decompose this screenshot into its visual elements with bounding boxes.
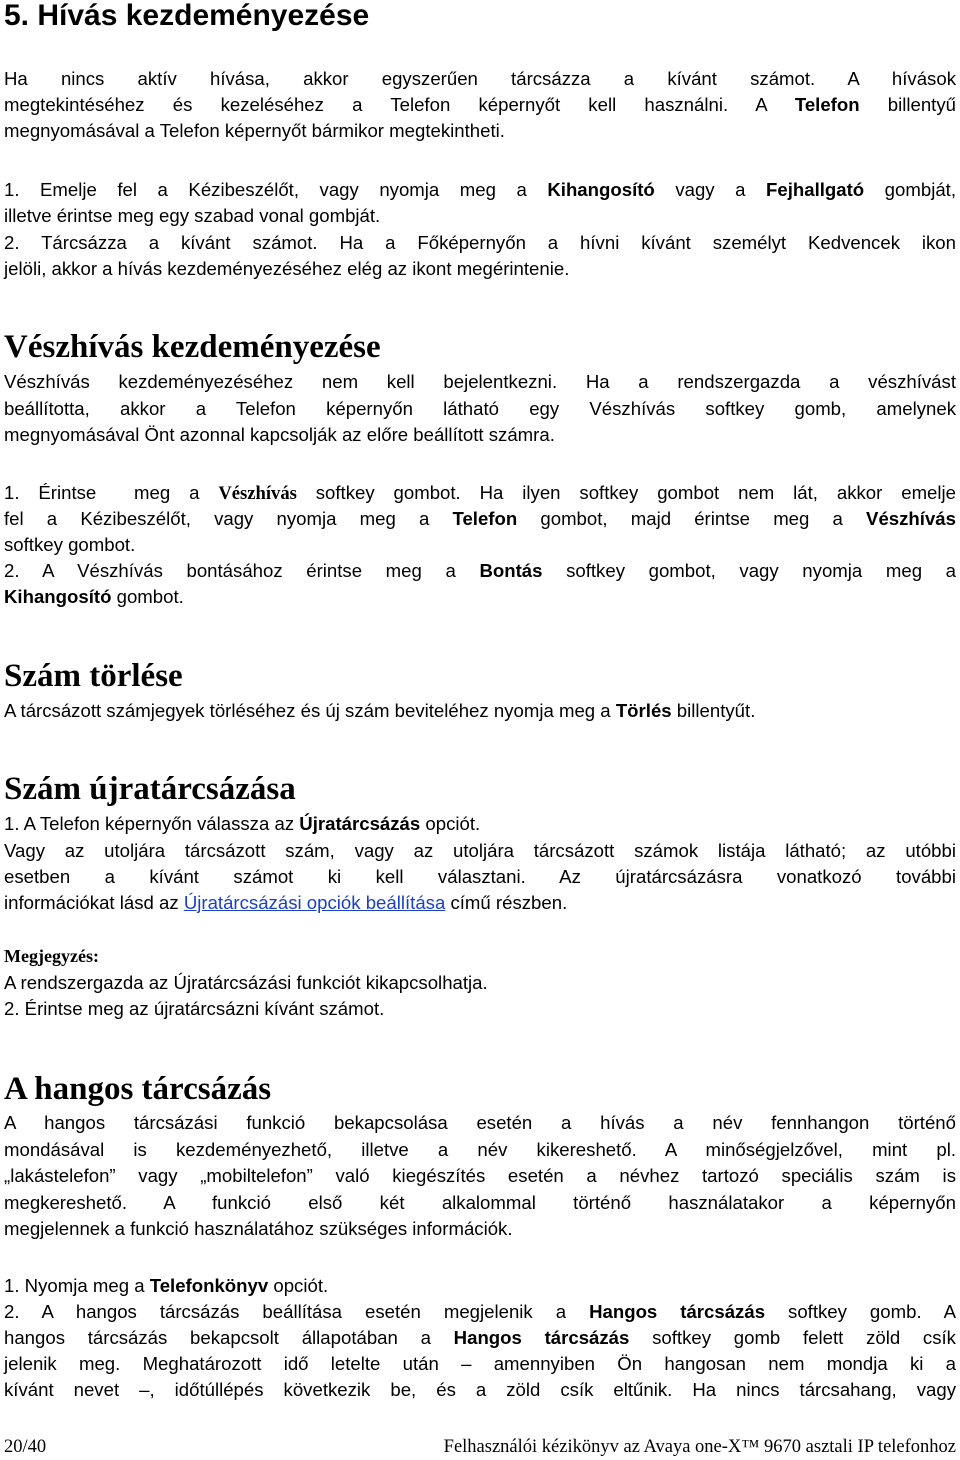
voice-step-1-a: 1. Nyomja meg a	[4, 1275, 150, 1296]
redial-heading: Szám újratárcsázása	[4, 771, 296, 807]
intro-line-2-text: megtekintéséhez és kezeléséhez a Telefon képernyőt kell használni. A	[4, 94, 767, 115]
emergency-para-line-2: beállította, akkor a Telefon képernyőn látható egy Vészhívás softkey gomb, amelynek	[4, 398, 956, 419]
voice-para-line-1: A hangos tárcsázási funkció bekapcsolása esetén a hívás a név fennhangon történő	[4, 1112, 956, 1133]
phonebook-option-label: Telefonkönyv	[149, 1275, 269, 1296]
intro-line-1: Ha nincs aktív hívása, akkor egyszerűen tárcsázza a kívánt számot. A hívások	[4, 68, 956, 89]
delete-para-c: billentyűt.	[671, 700, 756, 721]
intro-line-2-end: billentyű	[859, 94, 956, 115]
voice-step-2-line-1	[4, 1299, 956, 1325]
telefon-key-label: Telefon	[794, 94, 860, 115]
voice-step-2-line-2	[4, 1325, 956, 1351]
emergency-softkey-label-2: Vészhívás	[866, 508, 956, 529]
emergency-step-2-line-1	[4, 558, 956, 584]
voice-step-2-line-4: kívánt nevet –, időtúllépés következik be, és a zöld csík eltűnik. Ha nincs tárcsahang, vagy	[4, 1379, 956, 1400]
voice-para-line-3: „lakástelefon” vagy „mobiltelefon” való kiegészítés esetén a névhez tartozó speciális szám is	[4, 1165, 956, 1186]
emergency-step-1-b: softkey gombot. Ha ilyen softkey gombot nem lát, akkor emelje	[296, 482, 956, 503]
voice-step-2-l2c: softkey gomb felett zöld csík	[629, 1327, 956, 1348]
delete-heading: Szám törlése	[4, 658, 183, 694]
voice-step-2-a: 2. A hangos tárcsázás beállítása esetén megjelenik a	[4, 1301, 590, 1322]
voice-dial-softkey-label-2: Hangos tárcsázás	[453, 1327, 630, 1348]
chapter-heading: 5. Hívás kezdeményezése	[4, 0, 370, 32]
step-1-text-a: 1. Emelje fel a Kézibeszélőt, vagy nyomja meg a	[4, 179, 548, 200]
emergency-step-1-l2c: gombot, majd érintse meg a	[517, 508, 867, 529]
redial-para-l3c: című részben.	[445, 892, 568, 913]
redial-para-line-2: esetben a kívánt számot ki kell választani. Az újratárcsázásra vonatkozó további	[4, 866, 956, 887]
headset-label: Fejhallgató	[766, 179, 865, 200]
note-label: Megjegyzés:	[4, 946, 99, 966]
redial-step-1	[4, 811, 956, 837]
emergency-step-2-a: 2. A Vészhívás bontásához érintse meg a	[4, 560, 480, 581]
redial-step-1-c: opciót.	[420, 813, 481, 834]
telefon-button-label: Telefon	[452, 508, 518, 529]
emergency-step-1-l2a: fel a Kézibeszélőt, vagy nyomja meg a	[4, 508, 453, 529]
redial-settings-link[interactable]: Újratárcsázási opciók beállítása	[183, 892, 446, 913]
delete-para-a: A tárcsázott számjegyek törléséhez és új szám beviteléhez nyomja meg a	[4, 700, 616, 721]
disconnect-softkey-label: Bontás	[479, 560, 543, 581]
voice-dial-heading: A hangos tárcsázás	[4, 1071, 272, 1107]
emergency-softkey-label: Vészhívás	[218, 483, 297, 504]
emergency-step-1-line-1	[4, 480, 956, 506]
emergency-step-2-line-2	[4, 584, 956, 610]
emergency-step-1-a: 1. Érintse meg a	[4, 482, 219, 503]
note-text: A rendszergazda az Újratárcsázási funkciót kikapcsolhatja.	[4, 972, 488, 993]
intro-line-3: megnyomásával a Telefon képernyőt bármikor megtekintheti.	[4, 120, 505, 141]
voice-step-1-c: opciót.	[268, 1275, 329, 1296]
delete-key-label: Törlés	[615, 700, 672, 721]
step-1-text-d: gombját,	[864, 179, 956, 200]
footer-title: Felhasználói kézikönyv az Avaya one-X™ 9670 asztali IP telefonhoz	[443, 1437, 956, 1457]
voice-para-line-4: megkereshető. A funkció első két alkalommal történő használatakor a képernyőn	[4, 1192, 956, 1213]
voice-dial-softkey-label: Hangos tárcsázás	[589, 1301, 766, 1322]
redial-step-2: 2. Érintse meg az újratárcsázni kívánt számot.	[4, 998, 385, 1019]
voice-step-2-line-3: jelenik meg. Meghatározott idő letelte után – amennyiben Ön hangosan nem mondja ki a	[4, 1353, 956, 1374]
redial-para-line-3	[4, 890, 956, 916]
step-1-text-c: vagy a	[654, 179, 766, 200]
emergency-step-1-line-2	[4, 506, 956, 532]
redial-para-l3a: információkat lásd az	[4, 892, 184, 913]
emergency-para-line-1: Vészhívás kezdeményezéséhez nem kell bejelentkezni. Ha a rendszergazda a vészhívást	[4, 371, 956, 392]
emergency-step-1-line-3: softkey gombot.	[4, 534, 136, 555]
speaker-label: Kihangosító	[547, 179, 655, 200]
emergency-step-2-c: softkey gombot, vagy nyomja meg a	[542, 560, 956, 581]
redial-para-line-1: Vagy az utoljára tárcsázott szám, vagy az utoljára tárcsázott számok listája látható; az utóbbi	[4, 840, 956, 861]
step-1-line-1	[4, 177, 956, 203]
voice-para-line-2: mondásával is kezdeményezhető, illetve a név kikereshető. A minőségjelzővel, mint pl.	[4, 1139, 956, 1160]
intro-line-2	[4, 92, 956, 118]
step-2-line-2: jelöli, akkor a hívás kezdeményezéséhez elég az ikont megérintenie.	[4, 258, 570, 279]
voice-para-line-5: megjelennek a funkció használatához szükséges információk.	[4, 1218, 513, 1239]
speaker-label-2: Kihangosító	[4, 586, 112, 607]
voice-step-2-c: softkey gomb. A	[765, 1301, 956, 1322]
emergency-step-2-l2c: gombot.	[111, 586, 184, 607]
voice-step-1	[4, 1273, 956, 1299]
redial-option-label: Újratárcsázás	[299, 813, 421, 834]
delete-para	[4, 698, 956, 724]
voice-step-2-l2a: hangos tárcsázás bekapcsolt állapotában a	[4, 1327, 454, 1348]
page-number: 20/40	[4, 1437, 47, 1457]
emergency-heading: Vészhívás kezdeményezése	[4, 329, 381, 365]
step-1-line-2: illetve érintse meg egy szabad vonal gombját.	[4, 205, 381, 226]
step-2-line-1: 2. Tárcsázza a kívánt számot. Ha a Főképernyőn a hívni kívánt személyt Kedvencek ikon	[4, 232, 956, 253]
page-footer	[4, 1435, 956, 1459]
redial-step-1-a: 1. A Telefon képernyőn válassza az	[4, 813, 300, 834]
emergency-para-line-3: megnyomásával Önt azonnal kapcsolják az előre beállított számra.	[4, 424, 555, 445]
